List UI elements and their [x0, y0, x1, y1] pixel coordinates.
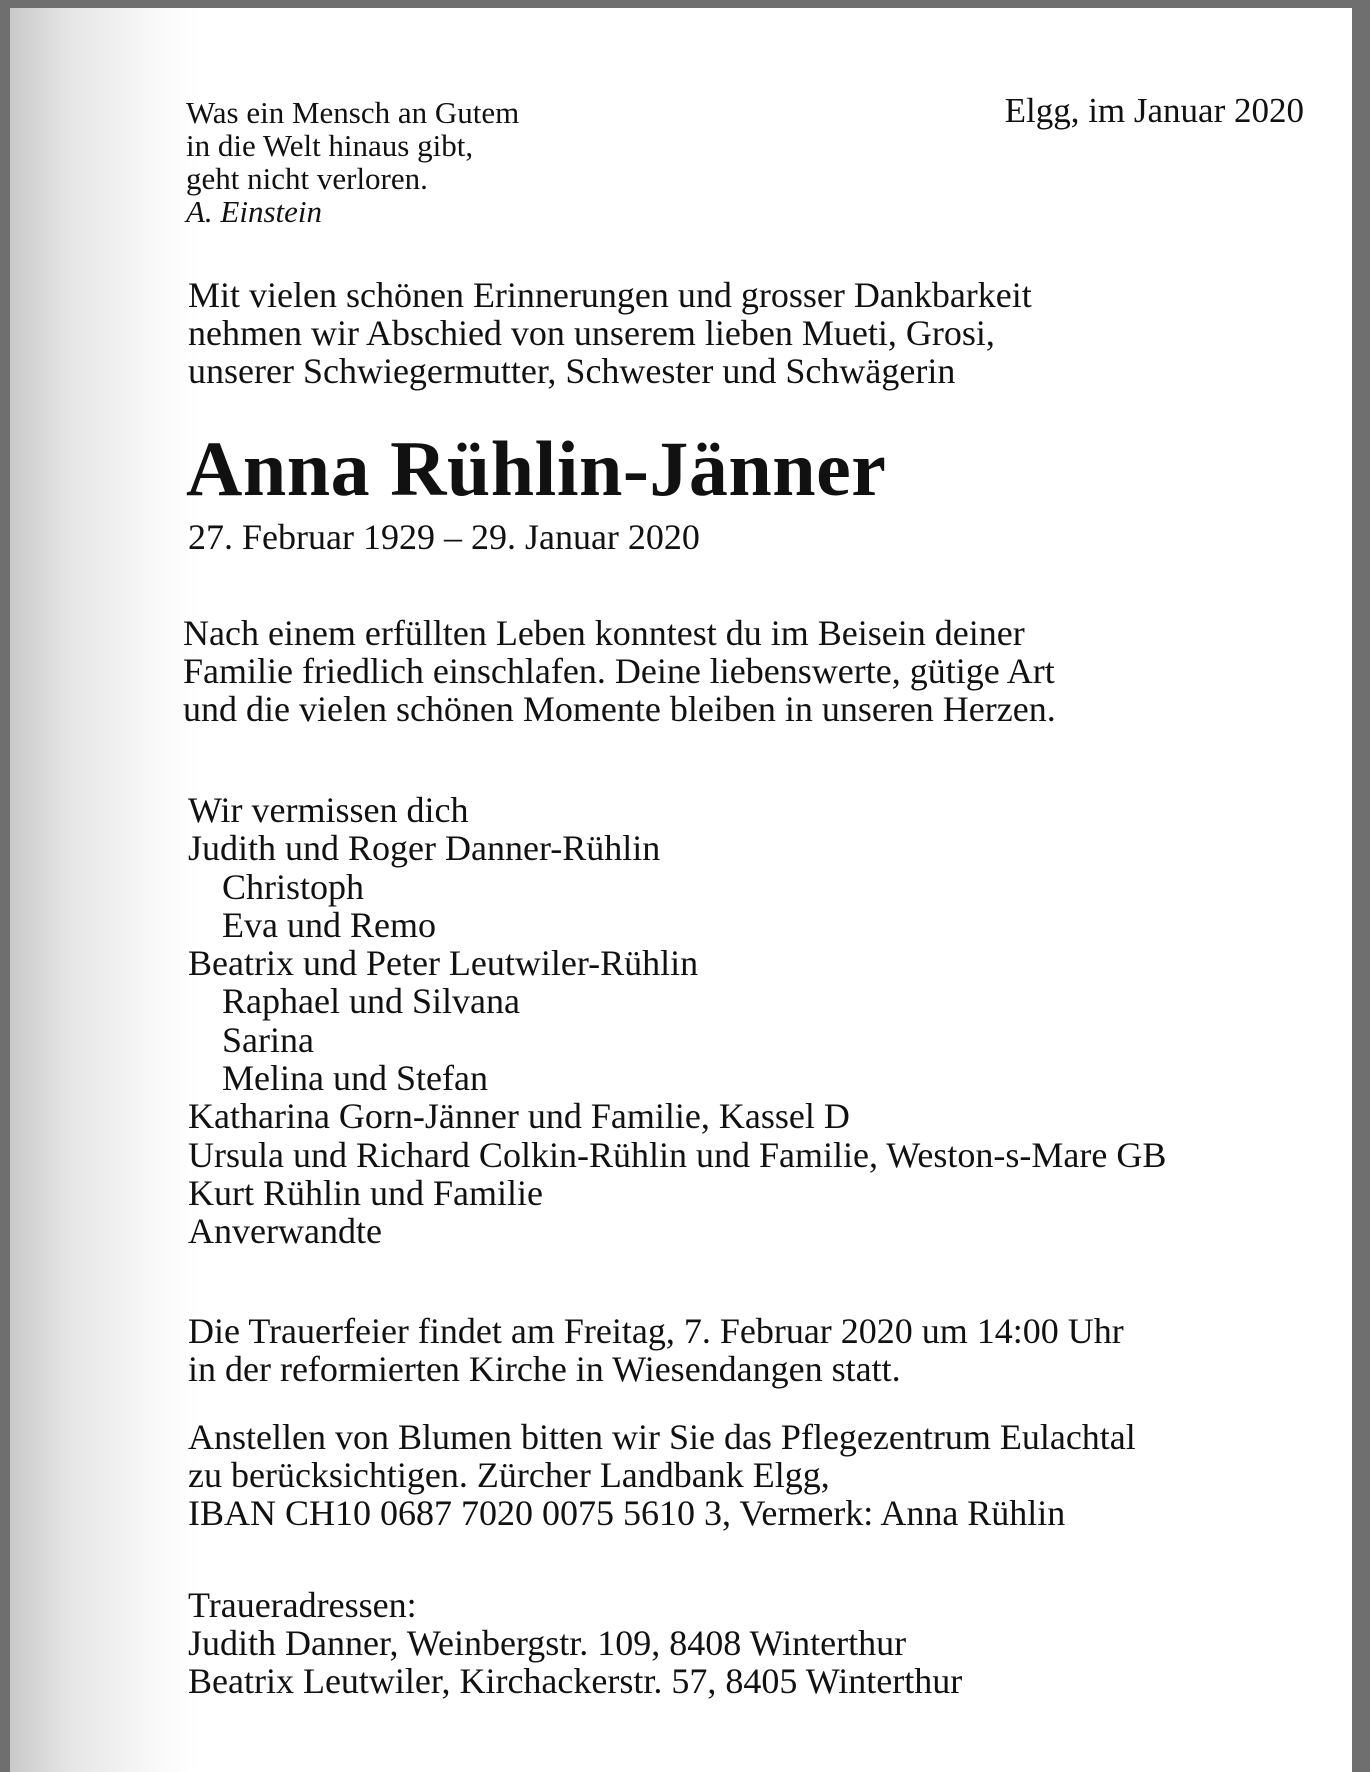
ceremony-line: in der reformierten Kirche in Wiesendangen statt.	[188, 1349, 901, 1389]
intro-line: Mit vielen schönen Erinnerungen und grosser Dankbarkeit	[188, 275, 1032, 315]
addresses-heading: Traueradressen:	[188, 1585, 417, 1625]
donation-line: Anstellen von Blumen bitten wir Sie das Pflegezentrum Eulachtal	[188, 1417, 1136, 1457]
address-line: Judith Danner, Weinbergstr. 109, 8408 Winterthur	[188, 1623, 907, 1663]
mourner-line: Anverwandte	[188, 1211, 382, 1252]
donation-info	[188, 1418, 1136, 1532]
quote-author: A. Einstein	[186, 194, 323, 229]
mourner-line: Ursula und Richard Colkin-Rühlin und Familie, Weston-s-Mare GB	[188, 1134, 1167, 1175]
quote-line: in die Welt hinaus gibt,	[186, 128, 474, 163]
mourner-line: Kurt Rühlin und Familie	[188, 1172, 543, 1213]
intro-line: nehmen wir Abschied von unserem lieben Mueti, Grosi,	[188, 313, 995, 353]
mourner-line: Katharina Gorn-Jänner und Familie, Kassel D	[188, 1096, 850, 1137]
mourner-line: Melina und Stefan	[222, 1058, 488, 1099]
place-date: Elgg, im Januar 2020	[1004, 91, 1304, 130]
quote	[186, 96, 519, 228]
address-line: Beatrix Leutwiler, Kirchackerstr. 57, 8405 Winterthur	[188, 1661, 963, 1701]
quote-line: Was ein Mensch an Gutem	[186, 95, 520, 130]
message-line: und die vielen schönen Momente bleiben in unseren Herzen.	[183, 689, 1056, 729]
deceased-name: Anna Rühlin-Jänner	[186, 425, 887, 512]
donation-line: IBAN CH10 0687 7020 0075 5610 3, Vermerk: Anna Rühlin	[188, 1493, 1066, 1533]
message-line: Familie friedlich einschlafen. Deine liebenswerte, gütige Art	[183, 651, 1055, 691]
mourner-line: Wir vermissen dich	[188, 790, 469, 830]
mourner-line: Sarina	[222, 1019, 314, 1060]
quote-line: geht nicht verloren.	[186, 161, 428, 196]
mourner-line: Beatrix und Peter Leutwiler-Rühlin	[188, 943, 699, 984]
intro	[188, 276, 1032, 390]
addresses	[188, 1586, 962, 1700]
mourner-line: Raphael und Silvana	[222, 981, 520, 1022]
deceased-dates: 27. Februar 1929 – 29. Januar 2020	[188, 517, 700, 557]
message	[183, 614, 1056, 728]
mourner-line: Christoph	[222, 866, 365, 907]
donation-line: zu berücksichtigen. Zürcher Landbank Elgg,	[188, 1455, 830, 1495]
intro-line: unserer Schwiegermutter, Schwester und Schwägerin	[188, 351, 956, 391]
mourner-line: Judith und Roger Danner-Rühlin	[188, 828, 661, 869]
ceremony-info	[188, 1312, 1124, 1388]
message-line: Nach einem erfüllten Leben konntest du im Beisein deiner	[183, 613, 1025, 653]
mourner-line: Eva und Remo	[222, 904, 436, 945]
obituary-page	[10, 8, 1352, 1772]
mourners-list	[188, 791, 1166, 1251]
ceremony-line: Die Trauerfeier findet am Freitag, 7. Februar 2020 um 14:00 Uhr	[188, 1311, 1124, 1351]
